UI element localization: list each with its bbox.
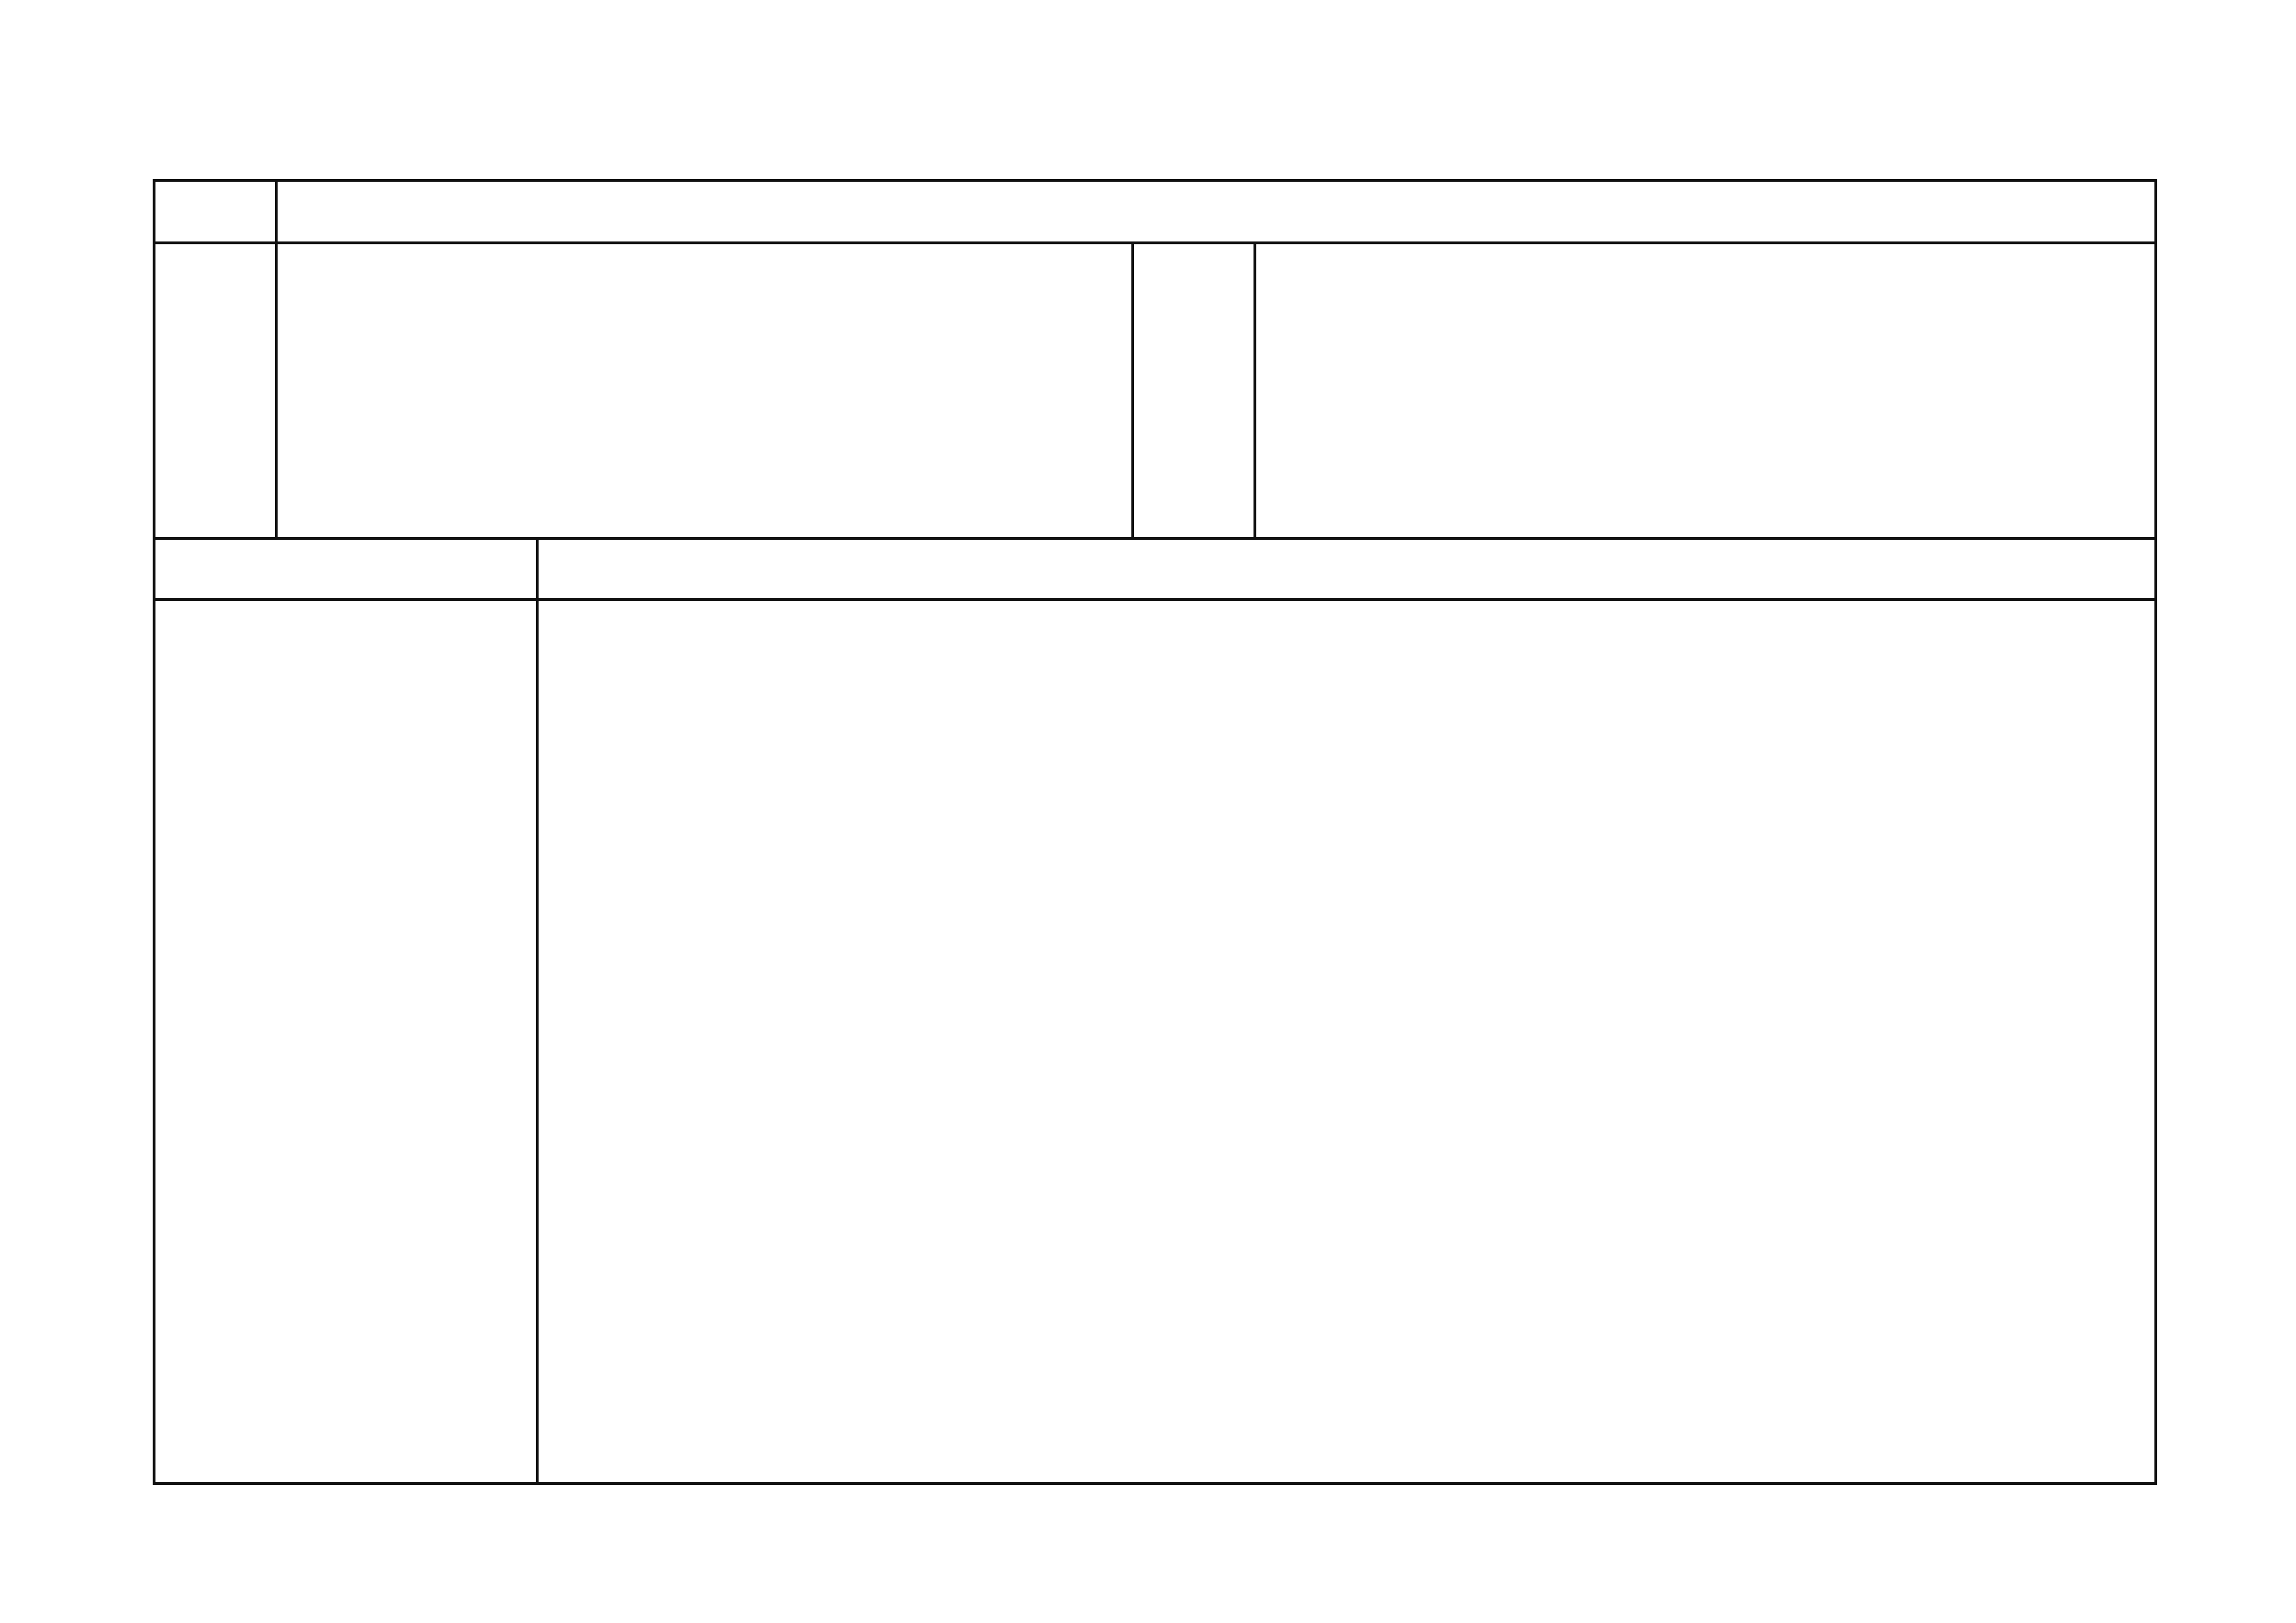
weaknesses-content: [1256, 244, 2154, 537]
strengths-content: [278, 244, 1131, 537]
annual-goals: [155, 601, 536, 1482]
plan-header: [539, 540, 2154, 598]
weaknesses-label: [1134, 244, 1253, 537]
section-header-row: [155, 540, 2154, 598]
plan-table: [153, 179, 2157, 1485]
basic-value: [278, 182, 2154, 241]
basic-label: [155, 182, 275, 241]
seasons-grid: [539, 601, 2154, 1482]
strengths-label: [155, 244, 275, 537]
basic-row: [155, 182, 2154, 241]
goals-seasons-row: [155, 601, 2154, 1482]
annual-goal-header: [155, 540, 536, 598]
strengths-weaknesses-row: [155, 244, 2154, 537]
